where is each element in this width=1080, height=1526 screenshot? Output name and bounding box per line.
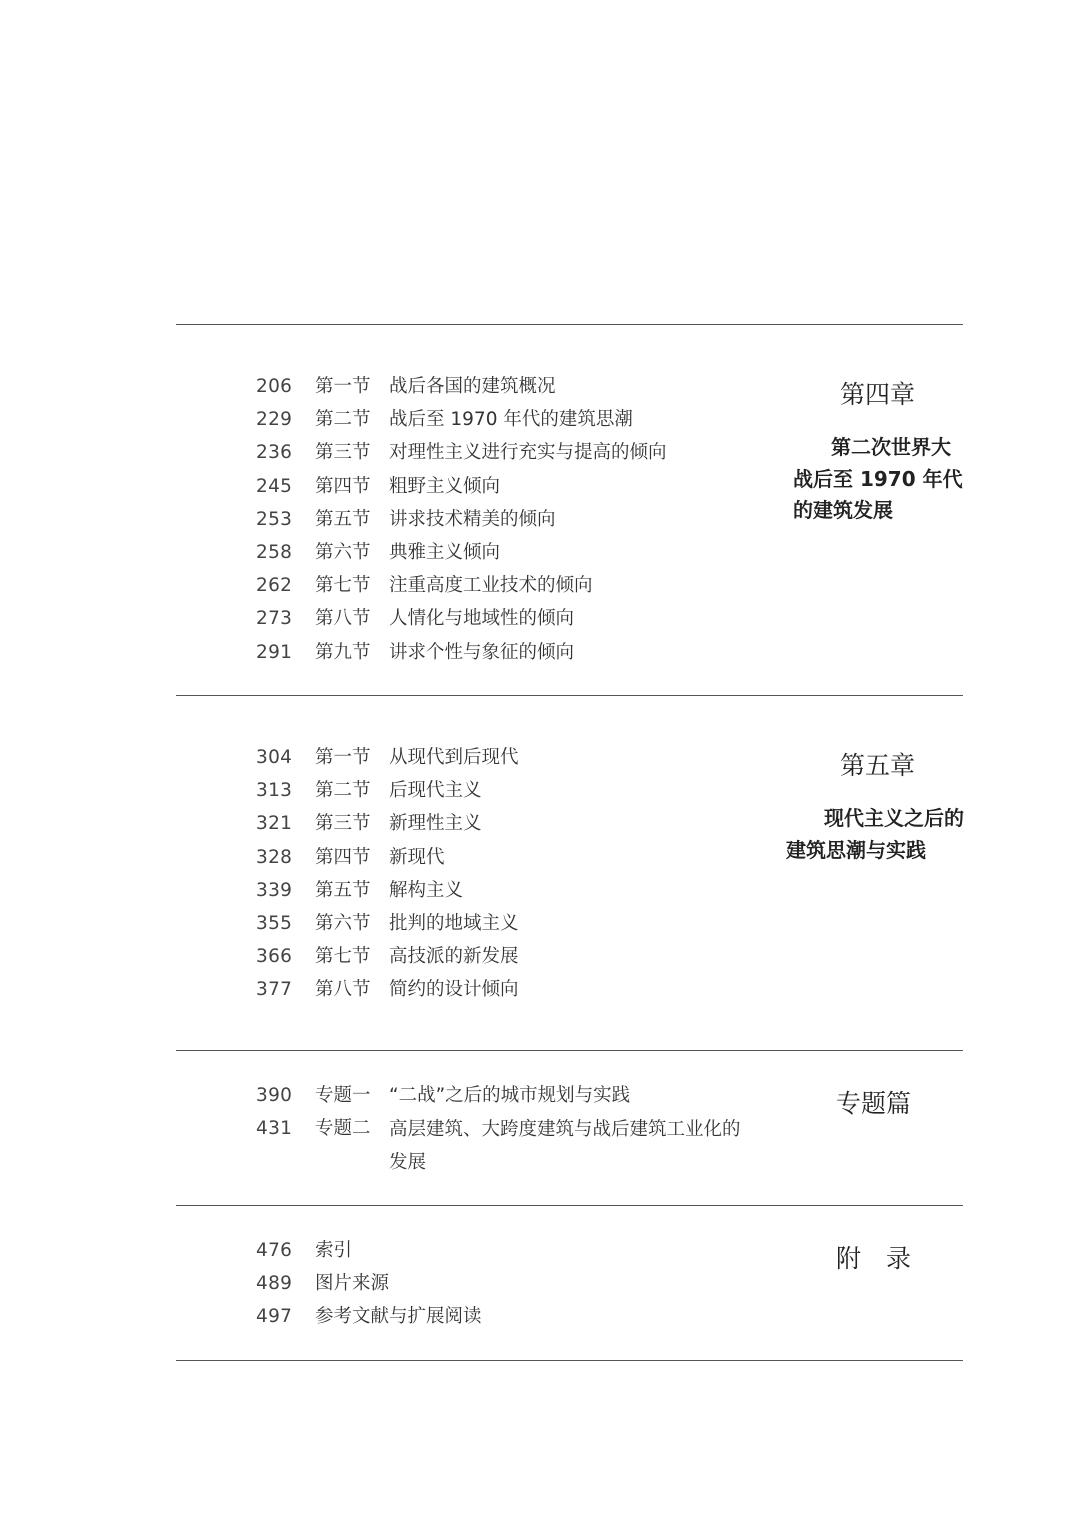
section-title: 高层建筑、大跨度建筑与战后建筑工业化的发展 — [389, 1118, 741, 1173]
section-label: 第五节 — [315, 879, 371, 901]
section-label: 第三节 — [315, 442, 371, 464]
toc-entry[interactable] — [256, 641, 776, 674]
section-title: 新现代 — [389, 846, 445, 868]
section-label: 第七节 — [315, 946, 371, 968]
chapter-heading: 第五章 — [840, 751, 916, 780]
chapter-heading: 专题篇 — [836, 1089, 912, 1118]
divider-bottom — [176, 1360, 963, 1361]
chapter-subtitle-line: 战后至 1970 年代 — [793, 466, 963, 491]
page-number: 291 — [256, 641, 293, 663]
section-label: 第四节 — [315, 475, 371, 497]
chapter-subtitle-line: 现代主义之后的 — [824, 806, 964, 830]
divider-chapter5-end — [176, 1050, 963, 1051]
page-number: 206 — [256, 376, 293, 397]
section-label: 第一节 — [315, 376, 371, 397]
toc-entry[interactable] — [256, 1305, 776, 1338]
toc-entry[interactable] — [256, 441, 776, 474]
section-label: 第四节 — [315, 846, 371, 868]
toc-entry[interactable] — [256, 375, 776, 408]
section-title: 典雅主义倾向 — [389, 541, 501, 563]
divider-top — [176, 324, 963, 325]
divider-chapter4-end — [176, 695, 963, 696]
page-number: 236 — [256, 442, 293, 464]
section-label: 第九节 — [315, 641, 371, 663]
toc-entry[interactable] — [256, 879, 776, 912]
section-title: 注重高度工业技术的倾向 — [389, 575, 593, 597]
section-label: 第八节 — [315, 979, 371, 1001]
chapter-subtitle-line: 的建筑发展 — [793, 498, 893, 522]
section-label: 第八节 — [315, 608, 371, 630]
section-title: 从现代到后现代 — [389, 747, 519, 768]
section-label: 第三节 — [315, 813, 371, 835]
section-title: 粗野主义倾向 — [389, 475, 501, 497]
toc-entry[interactable] — [256, 607, 776, 640]
section-title: 简约的设计倾向 — [389, 979, 519, 1001]
toc-entry[interactable] — [256, 508, 776, 541]
page-number: 366 — [256, 946, 293, 968]
section-label: 第二节 — [315, 780, 371, 802]
toc-entry[interactable] — [256, 978, 776, 1011]
toc-entry-list — [256, 375, 776, 674]
section-title: 战后至 1970 年代的建筑思潮 — [389, 409, 633, 431]
toc-entry-list — [256, 1239, 776, 1339]
chapter-subtitle-line: 第二次世界大 — [831, 435, 951, 459]
page-number: 321 — [256, 813, 293, 835]
section-title: 讲求技术精美的倾向 — [389, 508, 556, 530]
page-number: 245 — [256, 475, 293, 497]
toc-entry[interactable] — [256, 574, 776, 607]
section-title: 图片来源 — [315, 1273, 390, 1295]
chapter-subtitle-line: 建筑思潮与实践 — [786, 837, 926, 862]
chapter-heading: 附 录 — [836, 1244, 912, 1273]
toc-entry[interactable] — [256, 475, 776, 508]
page-number: 489 — [256, 1273, 293, 1295]
section-title: 新理性主义 — [389, 813, 482, 835]
toc-entry[interactable] — [256, 1239, 776, 1272]
page-number: 390 — [256, 1085, 293, 1106]
page-number: 229 — [256, 409, 293, 431]
page-number: 355 — [256, 912, 293, 934]
page-number: 273 — [256, 608, 293, 630]
toc-entry[interactable] — [256, 1117, 776, 1183]
toc-entry[interactable] — [256, 408, 776, 441]
page-number: 431 — [256, 1118, 293, 1140]
page-number: 258 — [256, 541, 293, 563]
section-label: 专题二 — [315, 1118, 371, 1140]
section-title: 战后各国的建筑概况 — [389, 376, 556, 397]
section-title: 参考文献与扩展阅读 — [315, 1306, 482, 1328]
section-label: 第一节 — [315, 747, 371, 768]
divider-topics-end — [176, 1205, 963, 1206]
section-label: 第五节 — [315, 508, 371, 530]
chapter-heading: 第四章 — [840, 380, 916, 409]
toc-entry-list — [256, 746, 776, 1012]
section-title: 高技派的新发展 — [389, 946, 519, 968]
toc-entry[interactable] — [256, 541, 776, 574]
page-number: 476 — [256, 1240, 293, 1261]
section-label: 第六节 — [315, 912, 371, 934]
section-label: 第二节 — [315, 409, 371, 431]
section-title: 批判的地域主义 — [389, 912, 519, 934]
toc-entry-list — [256, 1084, 776, 1184]
chapter-subtitle — [786, 803, 964, 866]
page-number: 262 — [256, 575, 293, 597]
toc-entry[interactable] — [256, 912, 776, 945]
section-title: 解构主义 — [389, 879, 464, 901]
section-title: 人情化与地域性的倾向 — [389, 608, 575, 630]
section-label: 第六节 — [315, 541, 371, 563]
section-title: 对理性主义进行充实与提高的倾向 — [389, 442, 667, 464]
page-number: 328 — [256, 846, 293, 868]
toc-entry[interactable] — [256, 746, 776, 779]
toc-entry[interactable] — [256, 779, 776, 812]
page-number: 313 — [256, 780, 293, 802]
toc-entry[interactable] — [256, 812, 776, 845]
section-label: 专题一 — [315, 1085, 371, 1106]
toc-entry[interactable] — [256, 1272, 776, 1305]
section-title: 讲求个性与象征的倾向 — [389, 641, 575, 663]
chapter-subtitle — [793, 432, 963, 527]
toc-entry[interactable] — [256, 945, 776, 978]
page-number: 253 — [256, 508, 293, 530]
page-number: 339 — [256, 879, 293, 901]
section-label: 第七节 — [315, 575, 371, 597]
page-number: 304 — [256, 747, 293, 768]
page-number: 377 — [256, 979, 293, 1001]
section-title: “二战”之后的城市规划与实践 — [389, 1085, 631, 1106]
section-title: 后现代主义 — [389, 780, 482, 802]
section-title: 索引 — [315, 1240, 353, 1261]
toc-entry[interactable] — [256, 846, 776, 879]
page-number: 497 — [256, 1306, 293, 1328]
